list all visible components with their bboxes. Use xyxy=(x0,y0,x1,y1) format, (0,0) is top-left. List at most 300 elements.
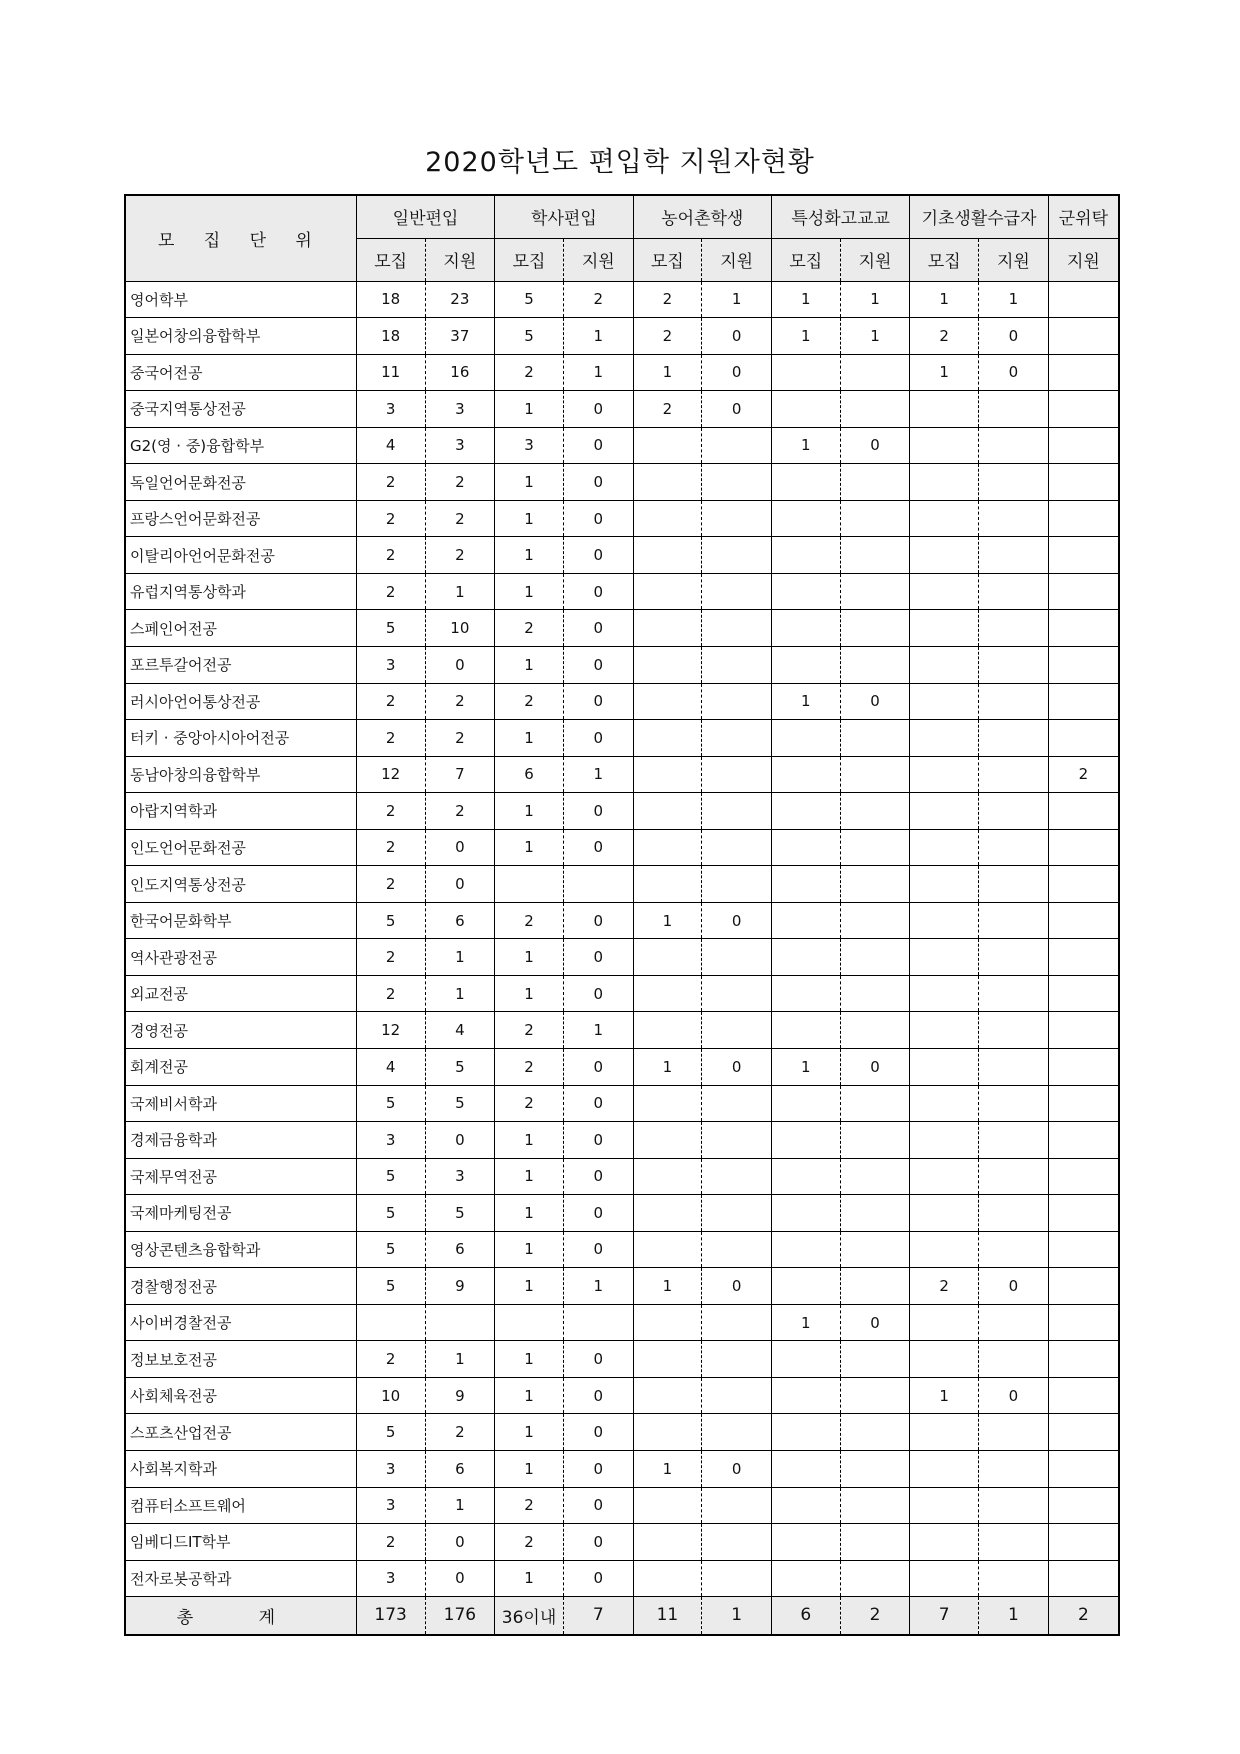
unit-name: 경제금융학과 xyxy=(125,1122,356,1159)
value-cell: 2 xyxy=(495,1524,564,1561)
value-cell xyxy=(979,756,1049,793)
value-cell: 1 xyxy=(633,902,702,939)
value-cell xyxy=(910,756,979,793)
group-header-welfare: 기초생활수급자 xyxy=(910,195,1048,238)
value-cell xyxy=(702,1414,772,1451)
table-row xyxy=(125,500,1119,537)
value-cell xyxy=(840,939,910,976)
unit-name: 영상콘텐츠융합학과 xyxy=(125,1231,356,1268)
value-cell xyxy=(771,1487,840,1524)
value-cell xyxy=(1048,1048,1119,1085)
value-cell xyxy=(1048,902,1119,939)
value-cell xyxy=(979,1341,1049,1378)
value-cell: 2 xyxy=(356,939,425,976)
value-cell xyxy=(1048,1085,1119,1122)
value-cell xyxy=(1048,1268,1119,1305)
total-row xyxy=(125,1597,1119,1635)
value-cell xyxy=(425,1304,495,1341)
table-row xyxy=(125,1048,1119,1085)
value-cell xyxy=(771,1524,840,1561)
group-header-military: 군위탁 xyxy=(1048,195,1119,238)
value-cell: 4 xyxy=(425,1012,495,1049)
value-cell: 2 xyxy=(356,1341,425,1378)
value-cell: 0 xyxy=(702,902,772,939)
value-cell: 0 xyxy=(702,1268,772,1305)
value-cell xyxy=(840,720,910,757)
value-cell: 0 xyxy=(979,1268,1049,1305)
value-cell: 0 xyxy=(563,427,633,464)
value-cell: 6 xyxy=(425,1451,495,1488)
value-cell: 1 xyxy=(495,975,564,1012)
value-cell: 3 xyxy=(356,1122,425,1159)
value-cell xyxy=(1048,1487,1119,1524)
unit-name: 터키 · 중앙아시아어전공 xyxy=(125,720,356,757)
value-cell: 3 xyxy=(356,1451,425,1488)
value-cell: 2 xyxy=(356,573,425,610)
value-cell: 0 xyxy=(840,1048,910,1085)
value-cell: 1 xyxy=(425,975,495,1012)
value-cell: 1 xyxy=(771,281,840,318)
value-cell: 0 xyxy=(425,646,495,683)
value-cell: 2 xyxy=(356,1524,425,1561)
unit-name: 동남아창의융합학부 xyxy=(125,756,356,793)
value-cell xyxy=(1048,1524,1119,1561)
value-cell xyxy=(771,1451,840,1488)
value-cell xyxy=(910,829,979,866)
value-cell: 16 xyxy=(425,354,495,391)
value-cell xyxy=(771,1195,840,1232)
value-cell: 1 xyxy=(495,793,564,830)
applicant-table xyxy=(124,194,1120,1636)
unit-name: 일본어창의융합학부 xyxy=(125,318,356,355)
value-cell xyxy=(910,975,979,1012)
value-cell: 0 xyxy=(563,683,633,720)
value-cell: 1 xyxy=(563,1268,633,1305)
value-cell xyxy=(771,1231,840,1268)
value-cell xyxy=(702,866,772,903)
value-cell: 0 xyxy=(563,1451,633,1488)
value-cell xyxy=(910,573,979,610)
value-cell xyxy=(702,1122,772,1159)
unit-name: 임베디드IT학부 xyxy=(125,1524,356,1561)
value-cell xyxy=(910,720,979,757)
total-cell: 1 xyxy=(979,1597,1049,1635)
value-cell: 3 xyxy=(356,391,425,428)
value-cell xyxy=(702,720,772,757)
value-cell: 5 xyxy=(356,1158,425,1195)
value-cell xyxy=(979,975,1049,1012)
table-row xyxy=(125,1560,1119,1597)
value-cell xyxy=(1048,1341,1119,1378)
value-cell: 0 xyxy=(563,573,633,610)
unit-name: 컴퓨터소프트웨어 xyxy=(125,1487,356,1524)
value-cell xyxy=(633,573,702,610)
value-cell xyxy=(1048,610,1119,647)
value-cell: 2 xyxy=(356,464,425,501)
page-title: 2020학년도 편입학 지원자현황 xyxy=(425,147,815,178)
value-cell: 0 xyxy=(563,1414,633,1451)
value-cell: 0 xyxy=(563,1231,633,1268)
value-cell xyxy=(1048,281,1119,318)
value-cell xyxy=(702,1377,772,1414)
total-cell: 11 xyxy=(633,1597,702,1635)
value-cell: 0 xyxy=(979,1377,1049,1414)
value-cell xyxy=(633,1524,702,1561)
value-cell xyxy=(979,391,1049,428)
table-body xyxy=(125,281,1119,1597)
value-cell: 0 xyxy=(425,866,495,903)
value-cell xyxy=(1048,1195,1119,1232)
value-cell xyxy=(771,866,840,903)
value-cell xyxy=(979,1158,1049,1195)
value-cell xyxy=(702,1195,772,1232)
value-cell xyxy=(840,1414,910,1451)
value-cell: 2 xyxy=(356,975,425,1012)
value-cell xyxy=(771,1158,840,1195)
table-row xyxy=(125,1122,1119,1159)
value-cell xyxy=(702,793,772,830)
value-cell xyxy=(910,610,979,647)
value-cell: 0 xyxy=(563,1195,633,1232)
apply-header: 지원 xyxy=(702,238,772,281)
unit-name: 아랍지역학과 xyxy=(125,793,356,830)
value-cell xyxy=(979,1231,1049,1268)
value-cell xyxy=(840,866,910,903)
value-cell xyxy=(979,1414,1049,1451)
unit-header: 모 집 단 위 xyxy=(125,195,356,281)
value-cell xyxy=(1048,1377,1119,1414)
value-cell: 1 xyxy=(495,391,564,428)
value-cell: 4 xyxy=(356,1048,425,1085)
value-cell: 1 xyxy=(495,829,564,866)
value-cell xyxy=(771,610,840,647)
value-cell xyxy=(702,1231,772,1268)
value-cell: 2 xyxy=(495,902,564,939)
table-row xyxy=(125,1414,1119,1451)
value-cell xyxy=(1048,829,1119,866)
value-cell xyxy=(702,1085,772,1122)
value-cell xyxy=(979,573,1049,610)
value-cell xyxy=(702,537,772,574)
table-row xyxy=(125,756,1119,793)
value-cell: 0 xyxy=(425,1560,495,1597)
value-cell: 2 xyxy=(633,391,702,428)
value-cell: 1 xyxy=(633,354,702,391)
value-cell xyxy=(771,756,840,793)
value-cell xyxy=(702,610,772,647)
value-cell: 3 xyxy=(356,1560,425,1597)
value-cell xyxy=(979,610,1049,647)
value-cell: 2 xyxy=(633,318,702,355)
table-row xyxy=(125,318,1119,355)
value-cell xyxy=(1048,573,1119,610)
value-cell: 1 xyxy=(495,1560,564,1597)
value-cell: 0 xyxy=(840,1304,910,1341)
table-row xyxy=(125,829,1119,866)
group-header-bachelor: 학사편입 xyxy=(495,195,633,238)
table-row xyxy=(125,1231,1119,1268)
value-cell xyxy=(563,866,633,903)
value-cell: 5 xyxy=(356,902,425,939)
value-cell: 2 xyxy=(425,793,495,830)
value-cell xyxy=(910,1487,979,1524)
value-cell: 0 xyxy=(563,464,633,501)
value-cell xyxy=(1048,427,1119,464)
value-cell xyxy=(702,646,772,683)
value-cell: 1 xyxy=(563,354,633,391)
value-cell xyxy=(771,464,840,501)
value-cell xyxy=(771,1560,840,1597)
value-cell xyxy=(979,464,1049,501)
value-cell xyxy=(495,866,564,903)
value-cell: 0 xyxy=(425,1524,495,1561)
value-cell xyxy=(633,610,702,647)
unit-name: 국제무역전공 xyxy=(125,1158,356,1195)
value-cell: 1 xyxy=(633,1268,702,1305)
value-cell xyxy=(840,1268,910,1305)
recruit-header: 모집 xyxy=(910,238,979,281)
value-cell xyxy=(979,720,1049,757)
value-cell xyxy=(771,391,840,428)
value-cell xyxy=(633,537,702,574)
value-cell xyxy=(702,1341,772,1378)
value-cell xyxy=(1048,1122,1119,1159)
unit-name: 사이버경찰전공 xyxy=(125,1304,356,1341)
unit-name: G2(영 · 중)융합학부 xyxy=(125,427,356,464)
value-cell: 1 xyxy=(425,573,495,610)
unit-name: 러시아언어통상전공 xyxy=(125,683,356,720)
value-cell xyxy=(771,573,840,610)
value-cell xyxy=(1048,1012,1119,1049)
value-cell: 2 xyxy=(356,537,425,574)
value-cell xyxy=(771,793,840,830)
value-cell: 0 xyxy=(702,318,772,355)
value-cell xyxy=(1048,866,1119,903)
value-cell: 2 xyxy=(495,683,564,720)
value-cell: 10 xyxy=(356,1377,425,1414)
value-cell xyxy=(771,354,840,391)
value-cell xyxy=(840,1158,910,1195)
value-cell xyxy=(910,464,979,501)
unit-name: 독일언어문화전공 xyxy=(125,464,356,501)
value-cell xyxy=(771,975,840,1012)
value-cell: 2 xyxy=(356,683,425,720)
value-cell xyxy=(633,646,702,683)
value-cell: 0 xyxy=(563,1158,633,1195)
value-cell: 6 xyxy=(425,902,495,939)
value-cell: 0 xyxy=(563,939,633,976)
value-cell xyxy=(840,464,910,501)
value-cell xyxy=(633,464,702,501)
value-cell xyxy=(771,500,840,537)
value-cell: 0 xyxy=(563,1560,633,1597)
value-cell: 5 xyxy=(356,1414,425,1451)
unit-name: 전자로봇공학과 xyxy=(125,1560,356,1597)
value-cell: 2 xyxy=(563,281,633,318)
value-cell xyxy=(702,1012,772,1049)
unit-name: 중국어전공 xyxy=(125,354,356,391)
value-cell xyxy=(1048,391,1119,428)
value-cell xyxy=(910,1451,979,1488)
value-cell: 2 xyxy=(910,1268,979,1305)
table-row xyxy=(125,391,1119,428)
value-cell xyxy=(633,1560,702,1597)
value-cell xyxy=(563,1304,633,1341)
value-cell: 1 xyxy=(425,939,495,976)
value-cell xyxy=(840,975,910,1012)
value-cell xyxy=(1048,793,1119,830)
value-cell: 1 xyxy=(495,1231,564,1268)
value-cell: 5 xyxy=(495,281,564,318)
value-cell: 1 xyxy=(910,281,979,318)
value-cell xyxy=(979,1304,1049,1341)
total-cell: 2 xyxy=(1048,1597,1119,1635)
unit-name: 역사관광전공 xyxy=(125,939,356,976)
value-cell: 5 xyxy=(495,318,564,355)
value-cell: 1 xyxy=(840,318,910,355)
value-cell: 5 xyxy=(356,1268,425,1305)
value-cell: 0 xyxy=(425,829,495,866)
value-cell: 1 xyxy=(495,573,564,610)
unit-name: 국제비서학과 xyxy=(125,1085,356,1122)
value-cell xyxy=(771,1012,840,1049)
value-cell: 10 xyxy=(425,610,495,647)
value-cell xyxy=(771,537,840,574)
value-cell: 3 xyxy=(425,391,495,428)
value-cell: 3 xyxy=(495,427,564,464)
value-cell xyxy=(840,1085,910,1122)
value-cell xyxy=(840,354,910,391)
value-cell: 0 xyxy=(979,318,1049,355)
value-cell: 5 xyxy=(356,1231,425,1268)
value-cell: 1 xyxy=(495,1377,564,1414)
table-row xyxy=(125,1268,1119,1305)
value-cell: 6 xyxy=(495,756,564,793)
value-cell xyxy=(1048,720,1119,757)
unit-name: 사회체육전공 xyxy=(125,1377,356,1414)
value-cell xyxy=(840,1195,910,1232)
unit-name: 인도지역통상전공 xyxy=(125,866,356,903)
unit-name: 사회복지학과 xyxy=(125,1451,356,1488)
value-cell xyxy=(771,1377,840,1414)
recruit-header: 모집 xyxy=(356,238,425,281)
value-cell xyxy=(771,1085,840,1122)
unit-name: 이탈리아언어문화전공 xyxy=(125,537,356,574)
value-cell: 0 xyxy=(563,829,633,866)
value-cell xyxy=(702,1560,772,1597)
value-cell: 1 xyxy=(633,1048,702,1085)
value-cell: 5 xyxy=(425,1048,495,1085)
value-cell xyxy=(910,1048,979,1085)
table-row xyxy=(125,1012,1119,1049)
value-cell xyxy=(633,1341,702,1378)
value-cell xyxy=(356,1304,425,1341)
value-cell: 0 xyxy=(563,902,633,939)
value-cell xyxy=(633,1085,702,1122)
value-cell xyxy=(1048,1304,1119,1341)
recruit-header: 모집 xyxy=(495,238,564,281)
value-cell xyxy=(633,1012,702,1049)
value-cell xyxy=(979,1012,1049,1049)
value-cell: 9 xyxy=(425,1377,495,1414)
value-cell: 2 xyxy=(425,683,495,720)
value-cell: 0 xyxy=(563,975,633,1012)
value-cell xyxy=(1048,646,1119,683)
table-row xyxy=(125,1304,1119,1341)
value-cell xyxy=(910,1341,979,1378)
value-cell xyxy=(1048,1158,1119,1195)
table-row xyxy=(125,1085,1119,1122)
value-cell: 2 xyxy=(425,720,495,757)
value-cell: 12 xyxy=(356,1012,425,1049)
value-cell: 2 xyxy=(1048,756,1119,793)
table-row xyxy=(125,1158,1119,1195)
value-cell: 18 xyxy=(356,318,425,355)
value-cell xyxy=(771,829,840,866)
value-cell xyxy=(1048,354,1119,391)
value-cell: 0 xyxy=(702,1048,772,1085)
value-cell xyxy=(633,683,702,720)
value-cell: 5 xyxy=(425,1085,495,1122)
value-cell xyxy=(840,1487,910,1524)
value-cell xyxy=(910,1304,979,1341)
total-cell: 7 xyxy=(910,1597,979,1635)
unit-name: 중국지역통상전공 xyxy=(125,391,356,428)
value-cell xyxy=(771,646,840,683)
value-cell: 0 xyxy=(563,1341,633,1378)
value-cell xyxy=(979,500,1049,537)
value-cell: 0 xyxy=(563,500,633,537)
table-row xyxy=(125,866,1119,903)
value-cell: 1 xyxy=(495,646,564,683)
table-row xyxy=(125,573,1119,610)
value-cell: 1 xyxy=(563,318,633,355)
value-cell: 1 xyxy=(633,1451,702,1488)
table-row xyxy=(125,1341,1119,1378)
table-row xyxy=(125,1195,1119,1232)
value-cell xyxy=(910,1158,979,1195)
value-cell xyxy=(771,1268,840,1305)
value-cell xyxy=(840,1341,910,1378)
unit-name: 스포츠산업전공 xyxy=(125,1414,356,1451)
value-cell: 1 xyxy=(495,1158,564,1195)
value-cell xyxy=(910,646,979,683)
value-cell xyxy=(840,902,910,939)
unit-name: 포르투갈어전공 xyxy=(125,646,356,683)
value-cell xyxy=(633,1158,702,1195)
value-cell: 1 xyxy=(495,464,564,501)
value-cell xyxy=(840,756,910,793)
value-cell xyxy=(702,1304,772,1341)
value-cell xyxy=(1048,1414,1119,1451)
value-cell xyxy=(1048,1451,1119,1488)
value-cell xyxy=(771,1414,840,1451)
value-cell: 18 xyxy=(356,281,425,318)
value-cell: 1 xyxy=(771,1304,840,1341)
value-cell xyxy=(910,1560,979,1597)
value-cell: 3 xyxy=(356,646,425,683)
value-cell: 7 xyxy=(425,756,495,793)
value-cell xyxy=(979,537,1049,574)
apply-header: 지원 xyxy=(563,238,633,281)
table-row xyxy=(125,281,1119,318)
group-header-vocational: 특성화고교교 xyxy=(771,195,909,238)
value-cell: 1 xyxy=(425,1487,495,1524)
value-cell xyxy=(771,1341,840,1378)
table-row xyxy=(125,646,1119,683)
value-cell xyxy=(840,1524,910,1561)
total-cell: 1 xyxy=(702,1597,772,1635)
